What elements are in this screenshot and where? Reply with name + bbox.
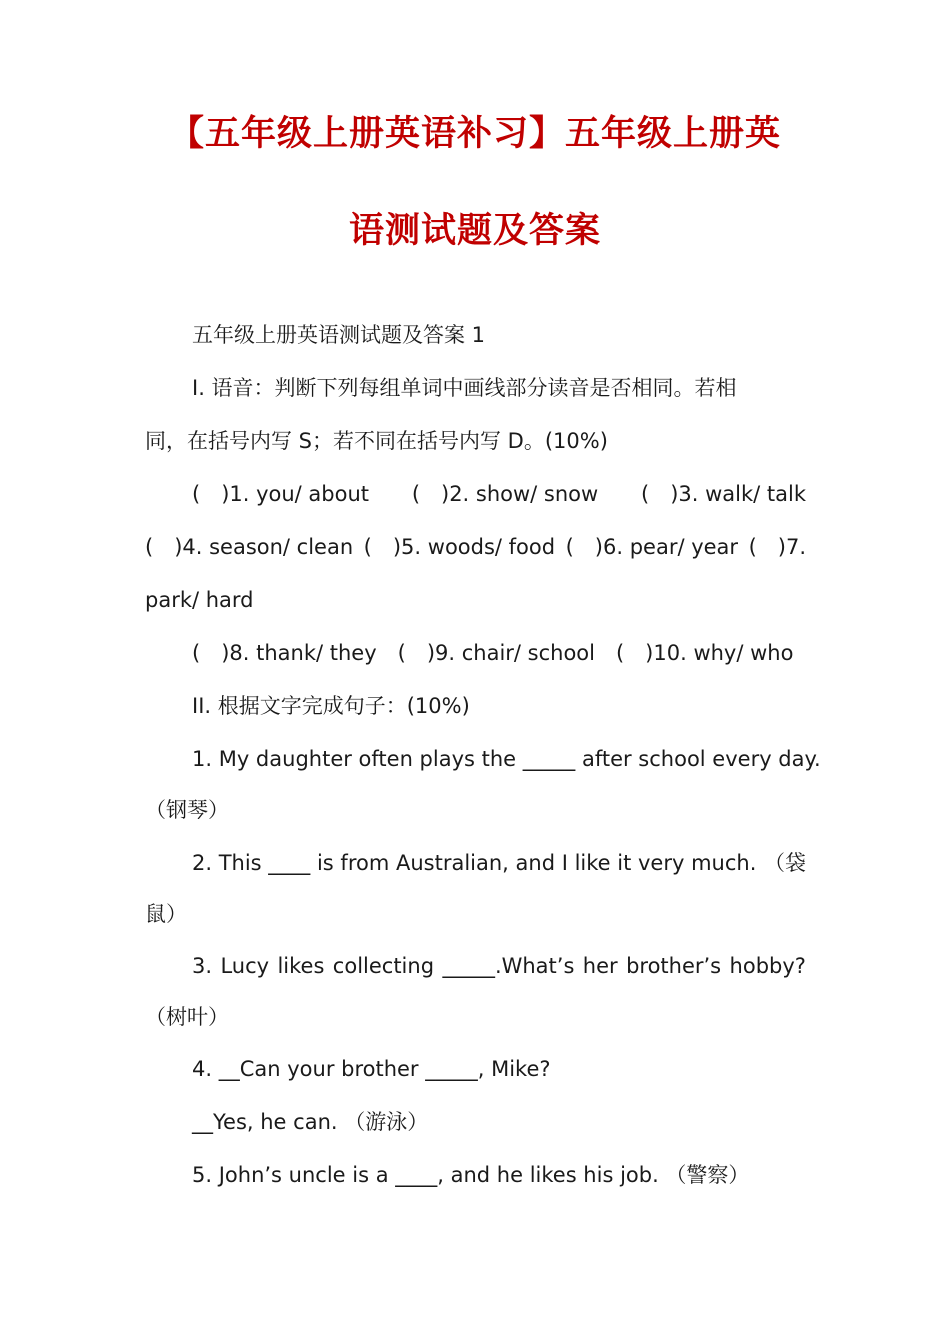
phonics-item-6: ( )6. pear/ year xyxy=(565,535,739,559)
question-2-line-1 xyxy=(192,848,806,878)
question-1-line-1: 1. My daughter often plays the _____ after school every day. xyxy=(192,747,821,771)
phonics-item-2: ( )2. show/ snow xyxy=(411,482,599,506)
question-5-line-1: 5. John’s uncle is a ____, and he likes his job. （警察） xyxy=(192,1163,750,1187)
question-1-line-2: （钢琴） xyxy=(145,798,229,822)
phonics-row-2 xyxy=(145,532,806,562)
section2-heading: II. 根据文字完成句子：(10%) xyxy=(192,694,470,718)
question-3-word: hobby? xyxy=(729,954,806,978)
phonics-item-1: ( )1. you/ about xyxy=(192,482,370,506)
subtitle: 五年级上册英语测试题及答案 1 xyxy=(192,323,486,347)
phonics-item-3: ( )3. walk/ talk xyxy=(641,482,806,506)
question-3-word: brother’s xyxy=(626,954,722,978)
phonics-row-4: ( )8. thank/ they ( )9. chair/ school ( )10. why/ who xyxy=(192,641,794,665)
question-3-word: 3. xyxy=(192,954,213,978)
phonics-row-1 xyxy=(192,479,806,509)
document-title-line-2: 语测试题及答案 xyxy=(348,211,601,251)
question-4-line-1: 4. __Can your brother _____, Mike? xyxy=(192,1057,551,1081)
question-2-text: 2. This ____ is from Australian, and I like it very much. xyxy=(192,851,757,875)
phonics-row-3: park/ hard xyxy=(145,588,254,612)
section1-heading-line-2: 同，在括号内写 S；若不同在括号内写 D。(10%) xyxy=(145,429,608,453)
phonics-item-5: ( )5. woods/ food xyxy=(363,535,556,559)
question-2-hint-start: （袋 xyxy=(764,851,806,875)
question-3-word: collecting xyxy=(332,954,435,978)
phonics-item-4: ( )4. season/ clean xyxy=(145,535,354,559)
section1-heading-line-1: I. 语音：判断下列每组单词中画线部分读音是否相同。若相 xyxy=(192,376,737,400)
question-3-word: Lucy xyxy=(220,954,270,978)
phonics-item-7: ( )7. xyxy=(748,535,806,559)
question-3-word: likes xyxy=(277,954,325,978)
question-3-word: _____.What’s xyxy=(442,954,575,978)
question-3-word: her xyxy=(582,954,618,978)
question-3-line-1 xyxy=(192,951,806,981)
document-title-line-1: 【五年级上册英语补习】五年级上册英 xyxy=(168,114,781,154)
question-4-line-2: __Yes, he can. （游泳） xyxy=(192,1110,429,1134)
question-3-line-2: （树叶） xyxy=(145,1005,229,1029)
question-2-line-2: 鼠） xyxy=(145,902,187,926)
